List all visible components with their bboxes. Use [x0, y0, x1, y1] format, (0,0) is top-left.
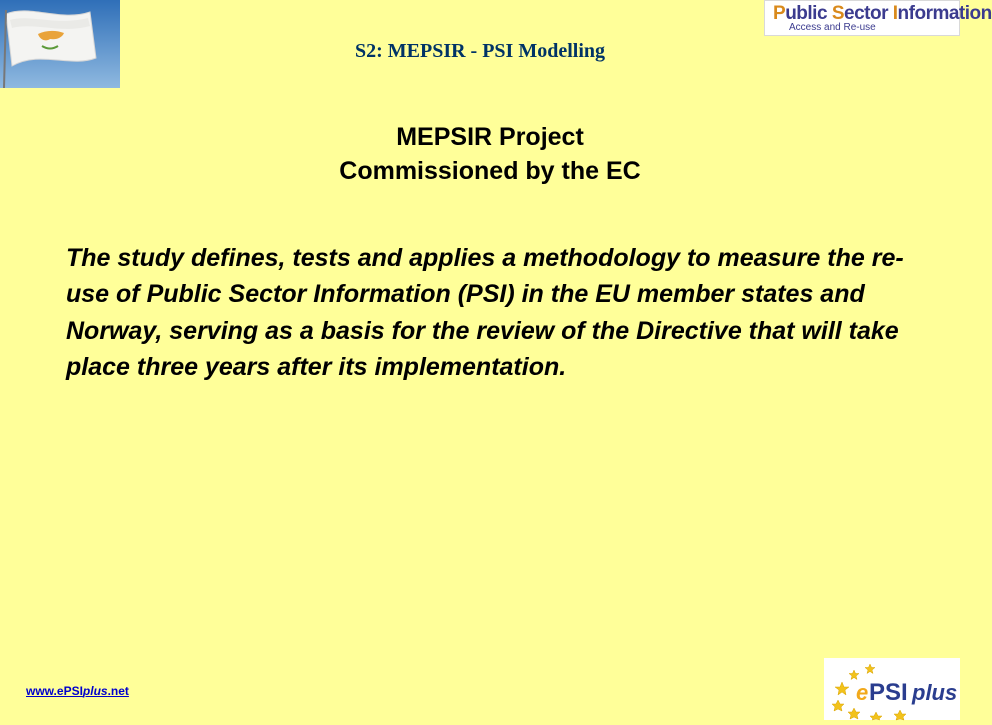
slide-title-line1: MEPSIR Project [396, 123, 584, 151]
psi-logo-subtitle: Access and Re-use [789, 22, 876, 33]
slide-title [0, 120, 980, 188]
slide-title-line2: Commissioned by the EC [339, 157, 641, 185]
slide-header: S2: MEPSIR - PSI Modelling [354, 40, 606, 62]
epsiplus-logo [824, 658, 960, 720]
svg-text:PSI: PSI [869, 679, 908, 706]
svg-text:e: e [856, 680, 869, 705]
svg-text:plus: plus [912, 680, 958, 705]
slide-body-text: The study defines, tests and applies a methodology to measure the re-use of Public Sector Information (PSI) in the EU member states and Norway, serving as a basis for the review of the Directive that will take place three years after its implementation. [66, 244, 904, 381]
footer-link[interactable]: www.ePSIplus.net [26, 684, 129, 698]
psi-logo-title: Public Sector Information [773, 3, 992, 24]
psi-logo [764, 0, 992, 36]
